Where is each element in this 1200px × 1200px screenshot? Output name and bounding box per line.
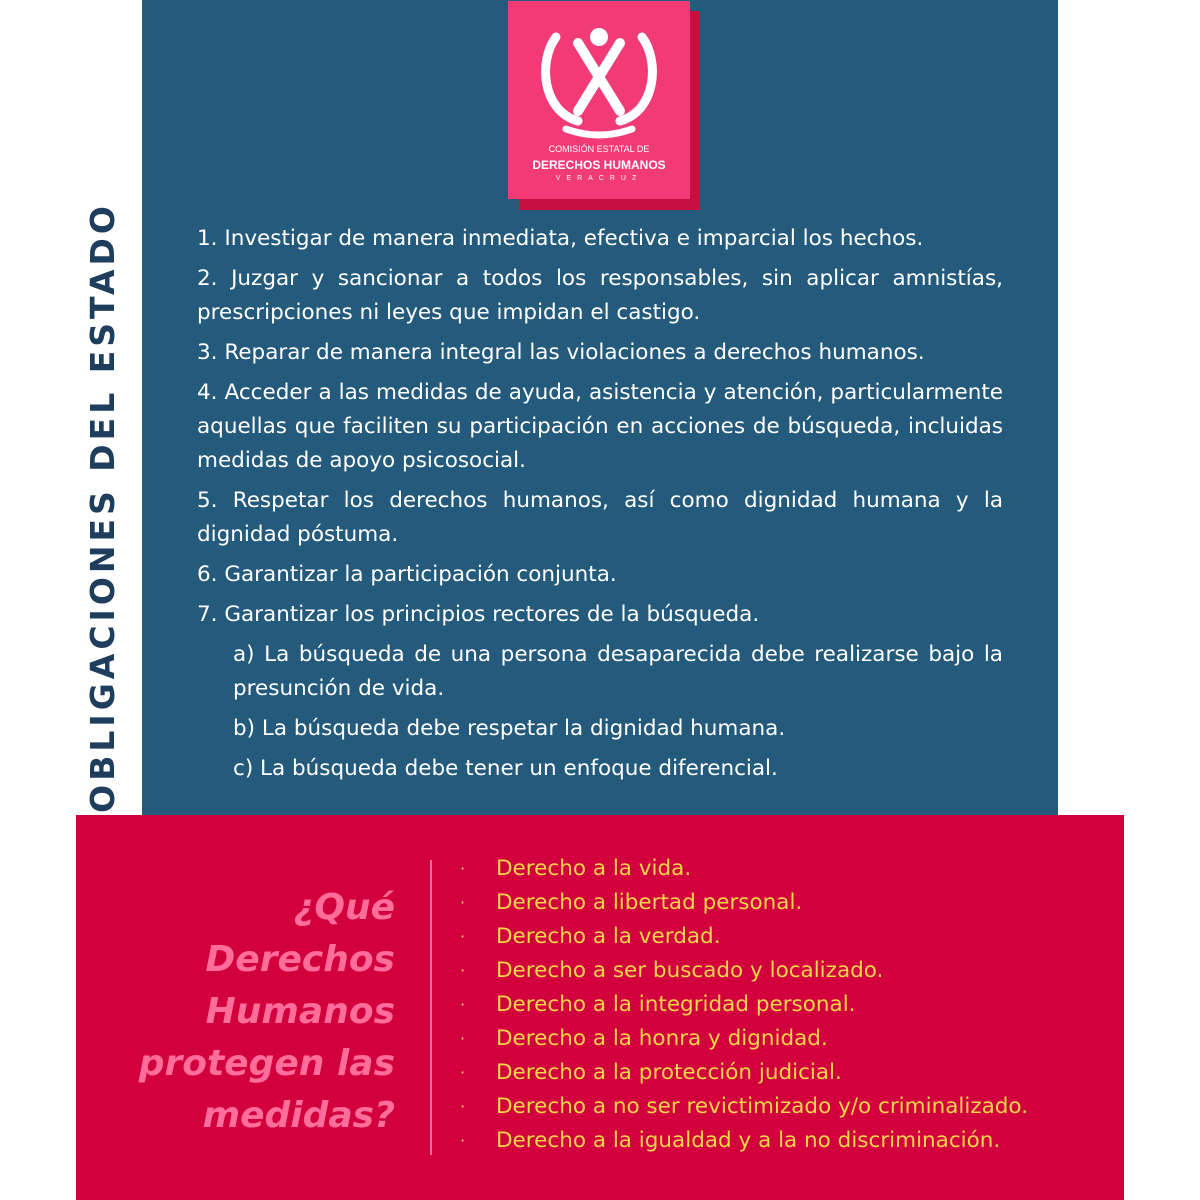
right-item bbox=[458, 1090, 1028, 1124]
question-line: Humanos bbox=[205, 991, 395, 1032]
bullet-icon: · bbox=[460, 1131, 466, 1150]
obligation-item: 7. Garantizar los principios rectores de la búsqueda. bbox=[197, 602, 760, 627]
right-item bbox=[458, 1124, 1028, 1158]
rights-list bbox=[458, 852, 1028, 1158]
right-item bbox=[458, 1022, 1028, 1056]
right-item bbox=[458, 1056, 1028, 1090]
logo-line-3: VERACRUZ bbox=[555, 175, 643, 182]
bullet-icon: · bbox=[460, 961, 466, 980]
bullet-icon: · bbox=[460, 859, 466, 878]
right-text: Derecho a ser buscado y localizado. bbox=[496, 958, 884, 983]
obligation-item: 5. Respetar los derechos humanos, así como dignidad humana y la dignidad póstuma. bbox=[197, 488, 1003, 547]
logo-line-1: COMISIÓN ESTATAL DE bbox=[548, 144, 650, 154]
right-item bbox=[458, 852, 1028, 886]
obligation-item: 4. Acceder a las medidas de ayuda, asistencia y atención, particularmente aquellas que faciliten su participación en acciones de búsqueda, incluidas medidas de apoyo psicosocial. bbox=[197, 380, 1003, 473]
obligation-item: 6. Garantizar la participación conjunta. bbox=[197, 562, 617, 587]
logo-line-2: DERECHOS HUMANOS bbox=[532, 158, 666, 172]
bullet-icon: · bbox=[460, 1029, 466, 1048]
obligation-item: 3. Reparar de manera integral las violaciones a derechos humanos. bbox=[197, 340, 925, 365]
right-text: Derecho a la honra y dignidad. bbox=[496, 1026, 828, 1051]
obligation-item: 2. Juzgar y sancionar a todos los responsables, sin aplicar amnistías, prescripciones ni leyes que impidan el castigo. bbox=[197, 266, 1003, 325]
obligation-sub-item: b) La búsqueda debe respetar la dignidad humana. bbox=[233, 716, 786, 741]
right-item bbox=[458, 920, 1028, 954]
vertical-divider bbox=[430, 860, 432, 1155]
right-text: Derecho a la protección judicial. bbox=[496, 1060, 842, 1085]
right-text: Derecho a no ser revictimizado y/o criminalizado. bbox=[496, 1094, 1029, 1119]
question-heading bbox=[100, 882, 395, 1142]
side-title bbox=[62, 202, 142, 813]
right-text: Derecho a libertad personal. bbox=[496, 890, 803, 915]
right-text: Derecho a la igualdad y a la no discriminación. bbox=[496, 1128, 1001, 1153]
right-item bbox=[458, 886, 1028, 920]
question-line: protegen las bbox=[138, 1043, 395, 1084]
obligations-list bbox=[197, 222, 1003, 792]
obligation-sub-item: c) La búsqueda debe tener un enfoque diferencial. bbox=[233, 756, 778, 781]
question-line: ¿Qué bbox=[293, 887, 395, 928]
right-item bbox=[458, 988, 1028, 1022]
bullet-icon: · bbox=[460, 995, 466, 1014]
bullet-icon: · bbox=[460, 927, 466, 946]
side-title-text: OBLIGACIONES DEL ESTADO bbox=[82, 202, 122, 813]
right-text: Derecho a la integridad personal. bbox=[496, 992, 856, 1017]
obligation-item: 1. Investigar de manera inmediata, efectiva e imparcial los hechos. bbox=[197, 226, 924, 251]
bullet-icon: · bbox=[460, 1063, 466, 1082]
question-line: Derechos bbox=[205, 939, 395, 980]
obligation-sub-item: a) La búsqueda de una persona desaparecida debe realizarse bajo la presunción de vida. bbox=[233, 642, 1003, 701]
bullet-icon: · bbox=[460, 893, 466, 912]
question-line: medidas? bbox=[202, 1095, 395, 1136]
right-item bbox=[458, 954, 1028, 988]
bullet-icon: · bbox=[460, 1097, 466, 1116]
right-text: Derecho a la verdad. bbox=[496, 924, 721, 949]
cedh-logo bbox=[508, 1, 690, 199]
right-text: Derecho a la vida. bbox=[496, 856, 692, 881]
